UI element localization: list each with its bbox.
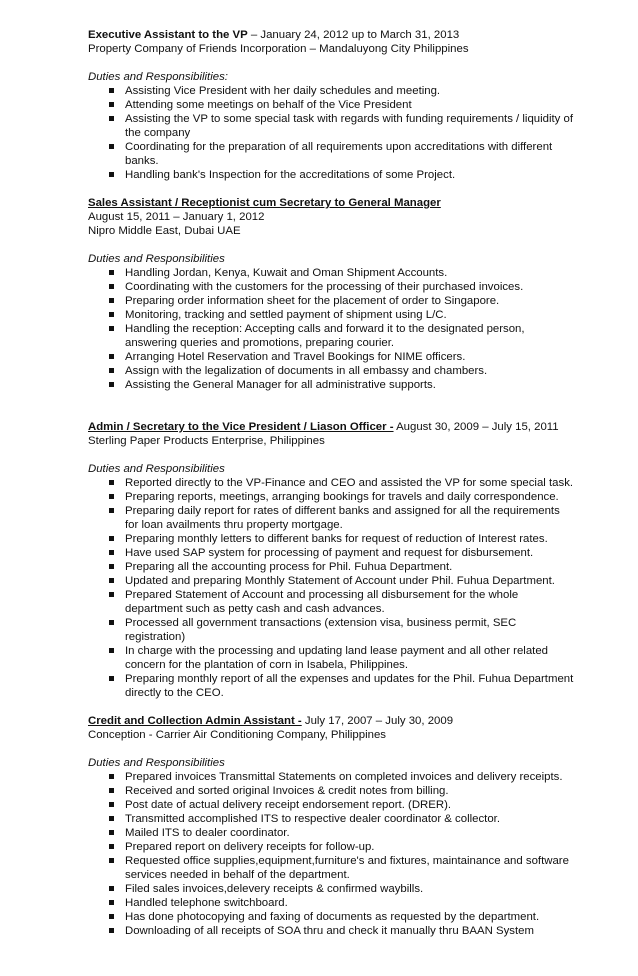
duty-item: Filed sales invoices,delevery receipts & confirmed waybills. xyxy=(88,882,576,896)
duty-item: Transmitted accomplished ITS to respective dealer coordinator & collector. xyxy=(88,812,576,826)
duty-item: Requested office supplies,equipment,furniture's and fixtures, maintainance and software services needed in behalf of the department. xyxy=(88,854,576,882)
duty-item: Mailed ITS to dealer coordinator. xyxy=(88,826,576,840)
duties-label: Duties and Responsibilities xyxy=(88,757,225,769)
duties-list xyxy=(88,266,576,392)
duty-item: Handling the reception: Accepting calls and forward it to the designated person, answering queries and promotions, preparing courier. xyxy=(88,322,576,350)
duty-item: Downloading of all receipts of SOA thru and check it manually thru BAAN System xyxy=(88,924,576,938)
duty-item: Coordinating for the preparation of all requirements upon accreditations with different banks. xyxy=(88,140,576,168)
duties-list xyxy=(88,476,576,700)
job-section-1 xyxy=(88,28,576,182)
duty-item: Preparing reports, meetings, arranging bookings for travels and daily correspondence. xyxy=(88,490,576,504)
duty-item: Assign with the legalization of documents in all embassy and chambers. xyxy=(88,364,576,378)
duty-item: Prepared invoices Transmittal Statements on completed invoices and delivery receipts. xyxy=(88,770,576,784)
duties-list xyxy=(88,84,576,182)
duty-item: Prepared Statement of Account and processing all disbursement for the whole department such as petty cash and cash advances. xyxy=(88,588,576,616)
duty-item: Monitoring, tracking and settled payment of shipment using L/C. xyxy=(88,308,576,322)
job-dates: – January 24, 2012 up to March 31, 2013 xyxy=(247,29,460,41)
duty-item: Handling bank's Inspection for the accreditations of some Project. xyxy=(88,168,576,182)
duty-item: Reported directly to the VP-Finance and CEO and assisted the VP for some special task. xyxy=(88,476,576,490)
job-heading xyxy=(88,420,576,434)
job-title: Sales Assistant / Receptionist cum Secretary to General Manager xyxy=(88,197,441,209)
duties-list xyxy=(88,770,576,938)
job-title: Admin / Secretary to the Vice President / Liason Officer - xyxy=(88,421,394,433)
duty-item: In charge with the processing and updating land lease payment and all other related concern for the plantation of corn in Isabela, Philippines. xyxy=(88,644,576,672)
job-heading xyxy=(88,196,576,210)
duty-item: Processed all government transactions (extension visa, business permit, SEC registration) xyxy=(88,616,576,644)
duty-item: Preparing order information sheet for the placement of order to Singapore. xyxy=(88,294,576,308)
company-line: Nipro Middle East, Dubai UAE xyxy=(88,225,241,237)
job-title: Credit and Collection Admin Assistant - xyxy=(88,715,302,727)
duty-item: Preparing monthly letters to different banks for request of reduction of Interest rates. xyxy=(88,532,576,546)
duty-item: Assisting the General Manager for all administrative supports. xyxy=(88,378,576,392)
duty-item: Assisting the VP to some special task with regards with funding requirements / liquidity of the company xyxy=(88,112,576,140)
duties-label: Duties and Responsibilities xyxy=(88,463,225,475)
duty-item: Handled telephone switchboard. xyxy=(88,896,576,910)
duties-label: Duties and Responsibilities xyxy=(88,253,225,265)
duty-item: Have used SAP system for processing of payment and request for disbursement. xyxy=(88,546,576,560)
duty-item: Coordinating with the customers for the processing of their purchased invoices. xyxy=(88,280,576,294)
job-heading xyxy=(88,28,576,42)
duty-item: Has done photocopying and faxing of documents as requested by the department. xyxy=(88,910,576,924)
duty-item: Received and sorted original Invoices & credit notes from billing. xyxy=(88,784,576,798)
company-line: Conception - Carrier Air Conditioning Company, Philippines xyxy=(88,729,386,741)
job-dates: August 30, 2009 – July 15, 2011 xyxy=(393,421,559,433)
duty-item: Preparing all the accounting process for Phil. Fuhua Department. xyxy=(88,560,576,574)
duty-item: Attending some meetings on behalf of the Vice President xyxy=(88,98,576,112)
duty-item: Updated and preparing Monthly Statement of Account under Phil. Fuhua Department. xyxy=(88,574,576,588)
duty-item: Preparing monthly report of all the expenses and updates for the Phil. Fuhua Department directly to the CEO. xyxy=(88,672,576,700)
duty-item: Preparing daily report for rates of different banks and assigned for all the requirements for loan availments thru property mortgage. xyxy=(88,504,576,532)
company-line: Property Company of Friends Incorporation – Mandaluyong City Philippines xyxy=(88,43,469,55)
duty-item: Prepared report on delivery receipts for follow-up. xyxy=(88,840,576,854)
job-heading xyxy=(88,714,576,728)
job-section-3 xyxy=(88,420,576,700)
duty-item: Arranging Hotel Reservation and Travel Bookings for NIME officers. xyxy=(88,350,576,364)
duties-label: Duties and Responsibilities: xyxy=(88,71,228,83)
duty-item: Post date of actual delivery receipt endorsement report. (DRER). xyxy=(88,798,576,812)
job-title: Executive Assistant to the VP xyxy=(88,29,248,41)
dates-line: August 15, 2011 – January 1, 2012 xyxy=(88,211,265,223)
job-dates: July 17, 2007 – July 30, 2009 xyxy=(301,715,454,727)
duty-item: Assisting Vice President with her daily schedules and meeting. xyxy=(88,84,576,98)
job-section-4 xyxy=(88,714,576,938)
company-line: Sterling Paper Products Enterprise, Philippines xyxy=(88,435,325,447)
duty-item: Handling Jordan, Kenya, Kuwait and Oman Shipment Accounts. xyxy=(88,266,576,280)
job-section-2 xyxy=(88,196,576,392)
